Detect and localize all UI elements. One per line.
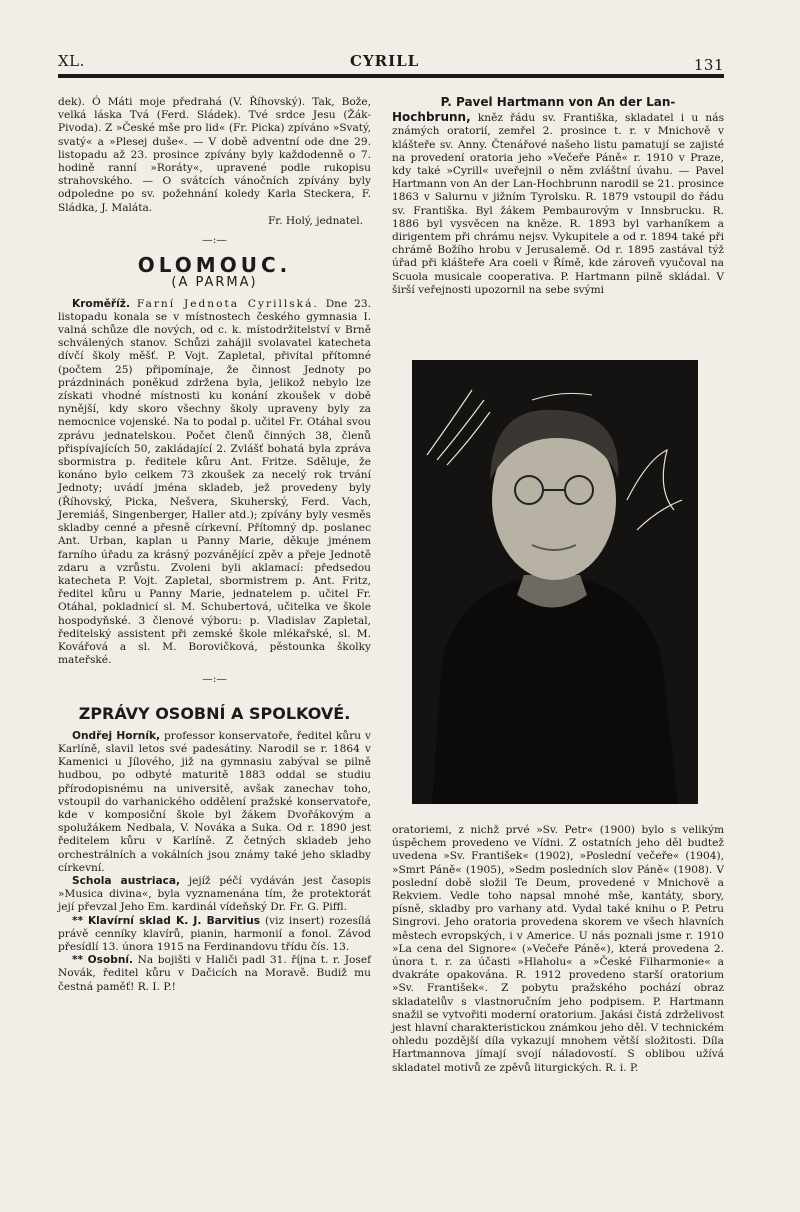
right-column-top [392, 96, 724, 297]
klavir-prefix: ** [72, 914, 84, 927]
left-column [58, 96, 371, 994]
portrait-illustration [412, 360, 698, 804]
osobni-prefix: ** [72, 954, 84, 967]
section-heading-olomouc: OLOMOUC. [137, 253, 292, 278]
intro-paragraph: dek). Ó Máti moje předrahá (V. Říhovský). Tak, Bože, velká láska Tvá (Ferd. Sládek). Tvé srdce Jesu (Žák-Pivoda). Z »České mše pro lid« (Fr. Picka) zpíváno »Svatý, svatý« a »Plesej duše«. — V době adventní ode dne 29. listopadu až 23. prosince zpívány byly každodenně o 7. hodině ranní »Roráty«, upravené podle rukopisu strahovského. — O svátcích vánočních zpívány byly odpoledne po sv. požehnání koledy Karla Steckera, F. Sládka, J. Maláta. [58, 96, 371, 214]
obituary-text-top [392, 111, 724, 297]
news-item-klavir [58, 915, 371, 955]
kromeriz-organization: Farní Jednota Cyrillská. [136, 297, 319, 310]
volume-number: XL. [58, 52, 85, 70]
section-heading-news: ZPRÁVY OSOBNÍ A SPOLKOVÉ. [78, 703, 351, 723]
obituary-body-bottom: oratoriemi, z nichž prvé »Sv. Petr« (1900) bylo s velikým úspěchem provedeno ve Vídni. Z ostatních jeho děl budtež uvedena »Sv. František« (1902), »Poslední večeře« (1904), »Smrt Páně« (1905), »Sedm posledních slov Páně« (1908). V poslední době složil Te Deum, provedené v Mnichově a Rekviem. Vedle toho napsal mnohé mše, kantáty, sbory, písně, skladby pro varhany atd. Vydal také knihu o P. Petru Singrovi. Jeho oratoria provedena skorem ve všech hlavních městech evropských, i v Americe. U nás poznali jsme r. 1910 »La cena del Signore« (»Večeře Páně«), která provedena 2. února t. r. za účasti »Hlaholu« a »České Filharmonie« a dvakráte opakována. R. 1912 provedeno starší oratorium »Sv. František«. Z pobytu pražského pochází obraz skladatelův s vlastnoručním jeho podpisem. P. Hartmann snažil se vytvořiti moderní oratorium. Jakási čistá zdrželivost jest hlavní charakteristickou známkou jeho děl. V technickém ohledu pozdější díla vykazují mnohem větší složitosti. Díla Hartmannova jímají svojí náladovostí. S oblibou užívá skladatel motivů ze zpěvů liturgických. R. i. P. [392, 824, 724, 1074]
news-item-osobni [58, 954, 371, 994]
schola-text: jejíž péčí vydáván jest časopis »Musica divina«, byla vyznamenána tím, že protektorát její převzal Jeho Em. kardinál vídeňský Dr. Fr. G. Piffl. [58, 874, 371, 914]
obituary-body-top: kněz řádu sv. Františka, skladatel i u nás známých oratorií, zemřel 2. prosince t. r. v Mnichově v klášteře sv. Anny. Čtenářové našeho listu pamatují se zajisté na provedení oratoria jeho »Večeře Páně« r. 1910 v Praze, kdy také »Cyrill« uveřejnil o něm zvláštní úvahu. — Pavel Hartmann von An der Lan-Hochbrunn narodil se 21. prosince 1863 v Salurnu v jižním Tyrolsku. R. 1879 vstoupil do řádu sv. Františka. Byl žákem Pembaurovým v Innsbrucku. R. 1886 byl vysvěcen na kněze. R. 1893 byl varhaníkem a dirigentem při chrámu nejsv. Vykupitele a od r. 1894 také při chrámě Božího hrobu v Jerusalemě. Od r. 1895 zastával týž úřad při klášteře Ara coeli v Římě, kde zároveň vyučoval na Scuola musicale cooperativa. P. Hartmann pilně skládal. V širší veřejnosti upozornil na sebe svými [392, 112, 725, 296]
portrait-photo [412, 360, 698, 804]
divider: —:— [202, 673, 227, 686]
hornik-text: professor konservatoře, ředitel kůru v Karlíně, slavil letos své padesátiny. Narodil se r. 1864 v Kamenici u Jílového, již na gymnasiu zabýval se pilně hudbou, po odbyté maturitě 1883 oddal se studiu přírodopisnému na universitě, avšak zanechav toho, vstoupil do varhanického oddělení pražské konservatoře, kde v komposiční škole byl žákem Dvořákovým a spolužákem Nedbala, V. Nováka a Suka. Od r. 1890 jest ředitelem kůru v Karlíně. Z četných skladeb jeho orchestrálních a vokálních jsou známy také jeho skladby církevní. [58, 729, 371, 874]
osobni-heading: Osobní. [87, 954, 134, 967]
divider: —:— [202, 234, 227, 247]
obituary-heading-line-2: Hochbrunn, [392, 110, 471, 125]
klavir-text: (viz insert) rozesílá právě cenníky klavírů, pianin, harmonií a fonol. Závod přesídlí 13. února 1915 na Ferdinandovu třídu čís. 13. [58, 914, 371, 953]
news-item-schola [58, 875, 371, 915]
kromeriz-report [58, 298, 371, 668]
journal-title: CYRILL [350, 52, 420, 70]
klavir-heading: Klavírní sklad K. J. Barvitius [87, 914, 261, 927]
news-item-hornik [58, 730, 371, 875]
intro-signature: Fr. Holý, jednatel. [267, 214, 363, 227]
kromeriz-heading: Kroměříž. [72, 297, 130, 310]
header-rule [58, 74, 724, 78]
section-subheading: (A PARMA) [171, 275, 258, 291]
hornik-heading: Ondřej Horník, [72, 729, 161, 742]
obituary-heading-line-1: P. Pavel Hartmann von An der Lan- [440, 95, 676, 109]
schola-heading: Schola austriaca, [72, 874, 181, 887]
obituary-heading [392, 96, 724, 109]
page-header [58, 52, 724, 74]
osobni-text: Na bojišti v Haliči padl 31. října t. r. Josef Novák, ředitel kůru v Dačicích na Moravě. Budiž mu čestná paměť! R. I. P.! [58, 954, 372, 993]
right-column-bottom [392, 824, 724, 1075]
kromeriz-text: Dne 23. listopadu konala se v místnostech českého gymnasia I. valná schůze dle nových, od c. k. místodržitelství v Brně schválených stanov. Schůzi zahájil svolavatel katecheta dívčí školy měšť. P. Vojt. Zapletal, přivítal přítomné (počtem 25) připomínaje, že činnost Jednoty po prázdninách poněkud zdržena byla, jelikož nebylo lze získati vhodné místnosti ku konání zkoušek v době nynější, kdy skoro všechny školy upraveny byly za nemocnice vojenské. Na to podal p. učitel Fr. Otáhal svou zprávu jednatelskou. Počet členů činných 38, členů přispívajících 50, zakládající 2. Zvlášť bohatá byla zpráva sbormistra p. ředitele kůru Ant. Fritze. Sděluje, že konáno bylo celkem 73 zkoušek za necelý rok trvání Jednoty; uvádí jména skladeb, jež provedeny byly (Říhovský, Picka, Nešvera, Skuherský, Ferd. Vach, Jeremiáš, Singenberger, Haller atd.); zpívány byly vesměs skladby cenné a přesně církevní. Přítomný dp. poslanec Ant. Urban, kaplan u Panny Marie, děkuje jménem farního úřadu za krásný pozvánějící zpěv a přeje Jednotě zdaru a vzrůstu. Zvoleni byli aklamací: předsedou katecheta P. Vojt. Zapletal, sbormistrem p. Ant. Fritz, ředitel kůru u Panny Marie, jednatelem p. učitel Fr. Otáhal, pokladnicí sl. M. Schubertová, učitelka ve škole hospodyňské. 3 členové výboru: p. Vladislav Zapletal, ředitelský assistent při zemské škole mlékařské, sl. M. Kovářová a sl. M. Borovičková, pěstounka školky mateřské. [58, 297, 372, 667]
page-number: 131 [693, 56, 724, 74]
